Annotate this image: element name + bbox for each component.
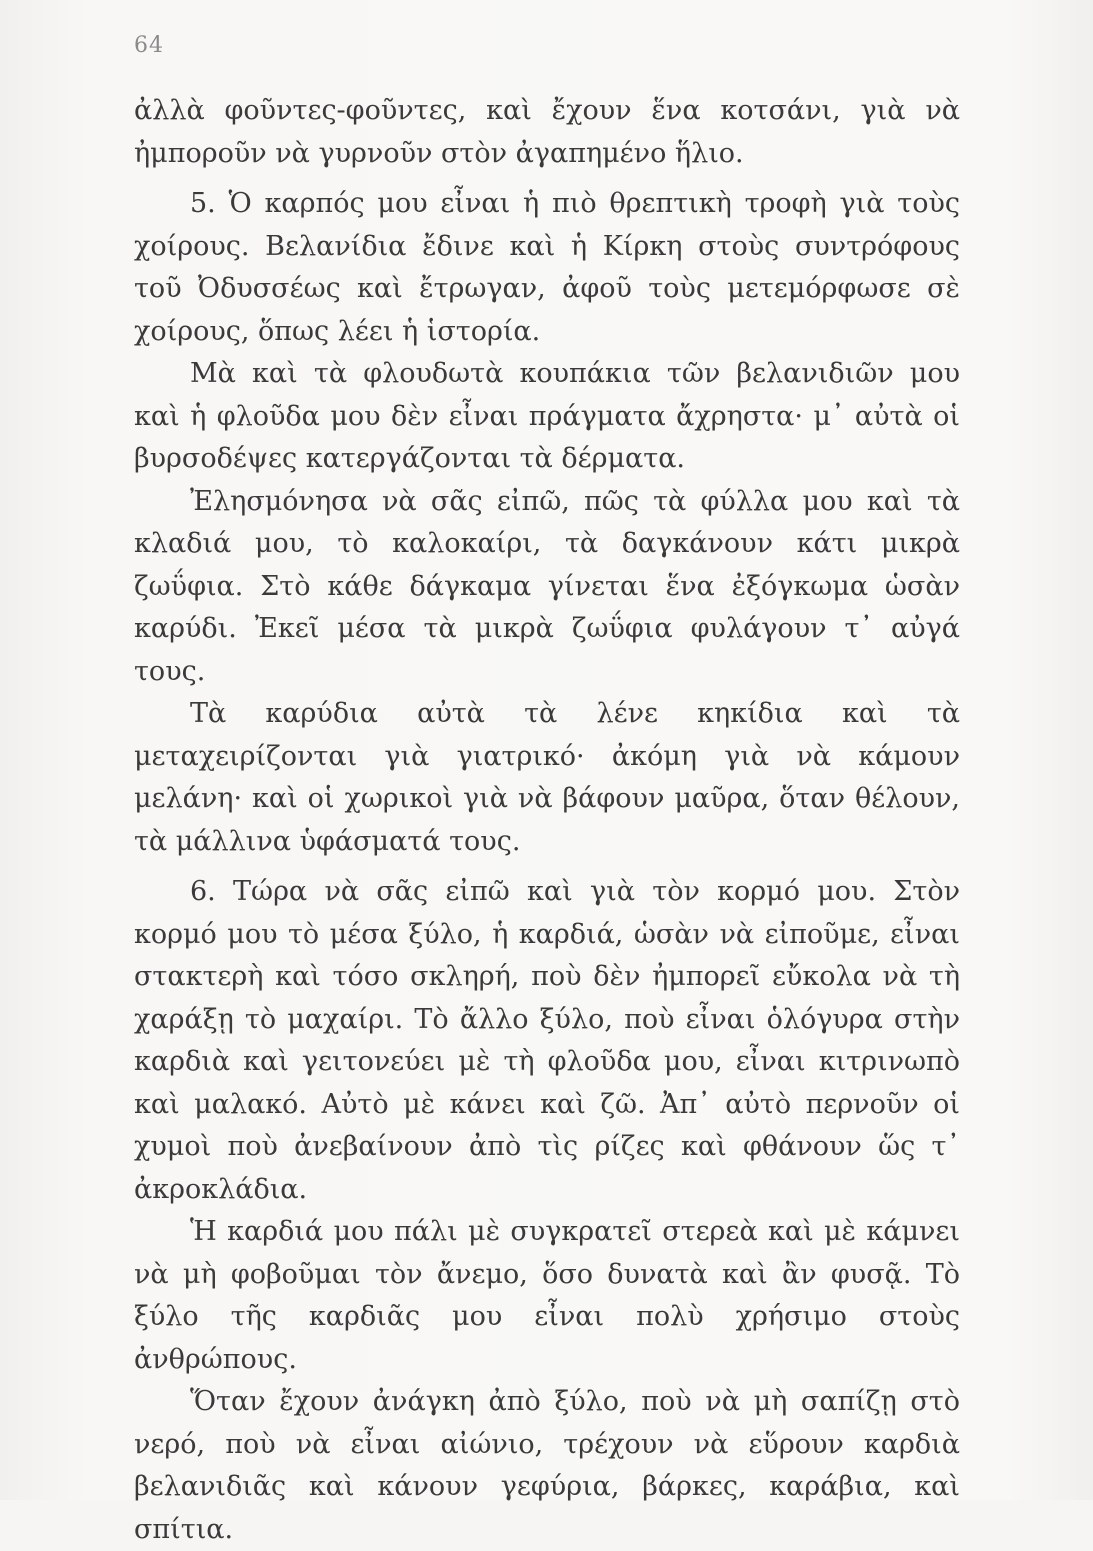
paragraph-galls: Ἐλησμόνησα νὰ σᾶς εἰπῶ, πῶς τὰ φύλλα μου καὶ τὰ κλαδιά μου, τὸ καλοκαίρι, τὰ δαγκάνουν κάτι μικρὰ ζωΰφια. Στὸ κάθε δάγκαμα γίνεται ἕνα ἐξόγκωμα ὡσὰν καρύδι. Ἐκεῖ μέσα τὰ μικρὰ ζωΰφια φυλάγουν τ᾽ αὐγά τους. xyxy=(134,485,960,687)
paragraph-section-6: 6. Τώρα νὰ σᾶς εἰπῶ καὶ γιὰ τὸν κορμό μου. Στὸν κορμό μου τὸ μέσα ξύλο, ἡ καρδιά, ὡσὰν νὰ εἰποῦμε, εἶναι στακτερὴ καὶ τόσο σκληρή, ποὺ δὲν ἠμπορεῖ εὔκολα νὰ τὴ χαράξῃ τὸ μαχαίρι. Τὸ ἄλλο ξύλο, ποὺ εἶναι ὁλόγυρα στὴν καρδιὰ καὶ γειτονεύει μὲ τὴ φλοῦδα μου, εἶναι κιτρινωπὸ καὶ μαλακό. Αὐτὸ μὲ κάνει καὶ ζῶ. Ἀπ᾽ αὐτὸ περνοῦν οἱ χυμοὶ ποὺ ἀνεβαίνουν ἀπὸ τὶς ρίζες καὶ φθάνουν ὥς τ᾽ ἀκροκλάδια. xyxy=(134,876,960,1205)
paragraph-acorn-cups: Μὰ καὶ τὰ φλουδωτὰ κουπάκια τῶν βελανιδιῶν μου καὶ ἡ φλοῦδα μου δὲν εἶναι πράγματα ἄχρηστα· μ᾽ αὐτὰ οἱ βυρσοδέψες κατεργάζονται τὰ δέρματα. xyxy=(134,358,960,474)
paragraph-galls-uses: Τὰ καρύδια αὐτὰ τὰ λένε κηκίδια καὶ τὰ μεταχειρίζονται γιὰ γιατρικό· ἀκόμη γιὰ νὰ κάμουν μελάνη· καὶ οἱ χωρικοὶ γιὰ νὰ βάφουν μαῦρα, ὅταν θέλουν, τὰ μάλλινα ὑφάσματά τους. xyxy=(134,698,960,857)
page-number: 64 xyxy=(134,33,164,58)
paragraph-heartwood: Ἡ καρδιά μου πάλι μὲ συγκρατεῖ στερεὰ καὶ μὲ κάμνει νὰ μὴ φοβοῦμαι τὸν ἄνεμο, ὅσο δυνατὰ καὶ ἂν φυσᾷ. Τὸ ξύλο τῆς καρδιᾶς μου εἶναι πολὺ χρήσιμο στοὺς ἀνθρώπους. xyxy=(134,1216,960,1375)
body-text xyxy=(134,90,960,1551)
paragraph-heartwood-uses: Ὅταν ἔχουν ἀνάγκη ἀπὸ ξύλο, ποὺ νὰ μὴ σαπίζῃ στὸ νερό, ποὺ νὰ εἶναι αἰώνιο, τρέχουν νὰ εὕρουν καρδιὰ βελανιδιᾶς καὶ κάνουν γεφύρια, βάρκες, καράβια, καὶ σπίτια. xyxy=(134,1386,960,1545)
paragraph-section-5: 5. Ὁ καρπός μου εἶναι ἡ πιὸ θρεπτικὴ τροφὴ γιὰ τοὺς χοίρους. Βελανίδια ἔδινε καὶ ἡ Κίρκη στοὺς συντρόφους τοῦ Ὀδυσσέως καὶ ἔτρωγαν, ἀφοῦ τοὺς μετεμόρφωσε σὲ χοίρους, ὅπως λέει ἡ ἱστορία. xyxy=(134,188,960,347)
paragraph-continuation: ἀλλὰ φοῦντες-φοῦντες, καὶ ἔχουν ἕνα κοτσάνι, γιὰ νὰ ἠμποροῦν νὰ γυρνοῦν στὸν ἀγαπημένο ἥλιο. xyxy=(134,95,960,169)
